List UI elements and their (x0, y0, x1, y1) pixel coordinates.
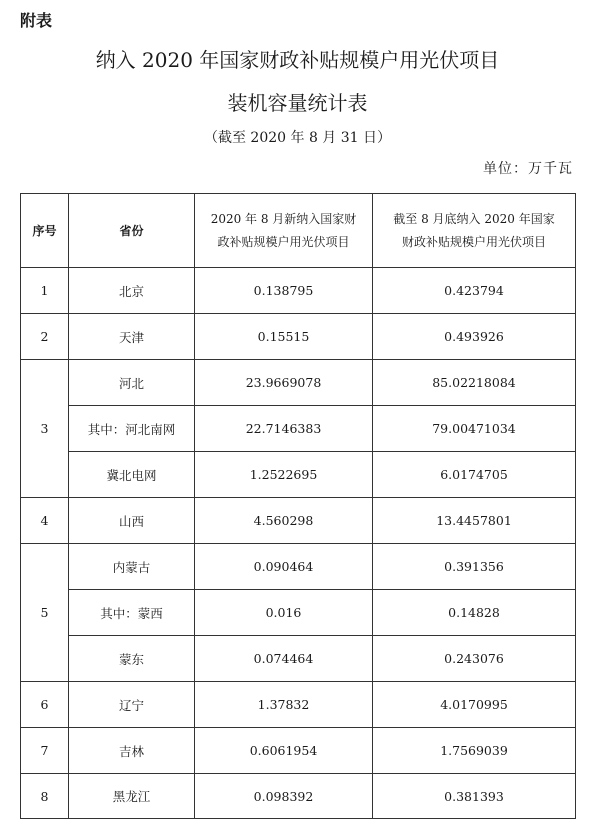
header-seq: 序号 (21, 194, 69, 268)
table-row (21, 314, 576, 360)
table-row (21, 452, 576, 498)
new-august-cell: 0.090464 (195, 544, 373, 590)
cumulative-cell: 0.493926 (373, 314, 576, 360)
table-row (21, 636, 576, 682)
header-new-august (195, 194, 373, 268)
table-row (21, 544, 576, 590)
province-cell: 辽宁 (69, 682, 195, 728)
province-cell: 黑龙江 (69, 774, 195, 819)
header-cumulative-line1: 截至 8 月底纳入 2020 年国家 (393, 211, 555, 226)
new-august-cell: 0.6061954 (195, 728, 373, 774)
new-august-cell: 0.138795 (195, 268, 373, 314)
seq-cell: 1 (21, 268, 69, 314)
cumulative-cell: 0.243076 (373, 636, 576, 682)
unit-label: 单位：万千瓦 (483, 161, 573, 177)
table-row (21, 682, 576, 728)
new-august-cell: 0.15515 (195, 314, 373, 360)
header-new-august-line1: 2020 年 8 月新纳入国家财 (210, 211, 357, 226)
cumulative-cell: 85.02218084 (373, 360, 576, 406)
province-cell: 其中：河北南网 (69, 406, 195, 452)
cumulative-cell: 13.4457801 (373, 498, 576, 544)
cumulative-cell: 4.0170995 (373, 682, 576, 728)
seq-cell: 8 (21, 774, 69, 819)
new-august-cell: 22.7146383 (195, 406, 373, 452)
new-august-cell: 1.37832 (195, 682, 373, 728)
table-row (21, 728, 576, 774)
seq-cell: 5 (21, 544, 69, 682)
cumulative-cell: 0.391356 (373, 544, 576, 590)
province-cell: 吉林 (69, 728, 195, 774)
province-cell: 冀北电网 (69, 452, 195, 498)
seq-cell: 6 (21, 682, 69, 728)
header-new-august-line2: 政补贴规模户用光伏项目 (217, 234, 350, 249)
cumulative-cell: 1.7569039 (373, 728, 576, 774)
cumulative-cell: 6.0174705 (373, 452, 576, 498)
header-province: 省份 (69, 194, 195, 268)
table-row (21, 268, 576, 314)
as-of-date: （截至 2020 年 8 月 31 日） (203, 130, 392, 146)
document-title-line1: 纳入 2020 年国家财政补贴规模户用光伏项目 (95, 48, 500, 72)
province-cell: 河北 (69, 360, 195, 406)
table-row (21, 774, 576, 819)
cumulative-cell: 0.381393 (373, 774, 576, 819)
header-cumulative-line2: 财政补贴规模户用光伏项目 (401, 234, 546, 249)
new-august-cell: 0.016 (195, 590, 373, 636)
cumulative-cell: 0.423794 (373, 268, 576, 314)
capacity-table (20, 193, 576, 819)
table-row (21, 406, 576, 452)
table-row (21, 498, 576, 544)
province-cell: 山西 (69, 498, 195, 544)
province-cell: 北京 (69, 268, 195, 314)
new-august-cell: 1.2522695 (195, 452, 373, 498)
cumulative-cell: 0.14828 (373, 590, 576, 636)
new-august-cell: 0.074464 (195, 636, 373, 682)
seq-cell: 7 (21, 728, 69, 774)
new-august-cell: 23.9669078 (195, 360, 373, 406)
seq-cell: 2 (21, 314, 69, 360)
seq-cell: 3 (21, 360, 69, 498)
new-august-cell: 0.098392 (195, 774, 373, 819)
document-title-line2: 装机容量统计表 (227, 91, 368, 115)
province-cell: 天津 (69, 314, 195, 360)
cumulative-cell: 79.00471034 (373, 406, 576, 452)
table-row (21, 360, 576, 406)
header-cumulative (373, 194, 576, 268)
table-header-row (21, 194, 576, 268)
province-cell: 蒙东 (69, 636, 195, 682)
new-august-cell: 4.560298 (195, 498, 373, 544)
province-cell: 其中：蒙西 (69, 590, 195, 636)
province-cell: 内蒙古 (69, 544, 195, 590)
seq-cell: 4 (21, 498, 69, 544)
table-row (21, 590, 576, 636)
appendix-label: 附表 (20, 11, 53, 30)
